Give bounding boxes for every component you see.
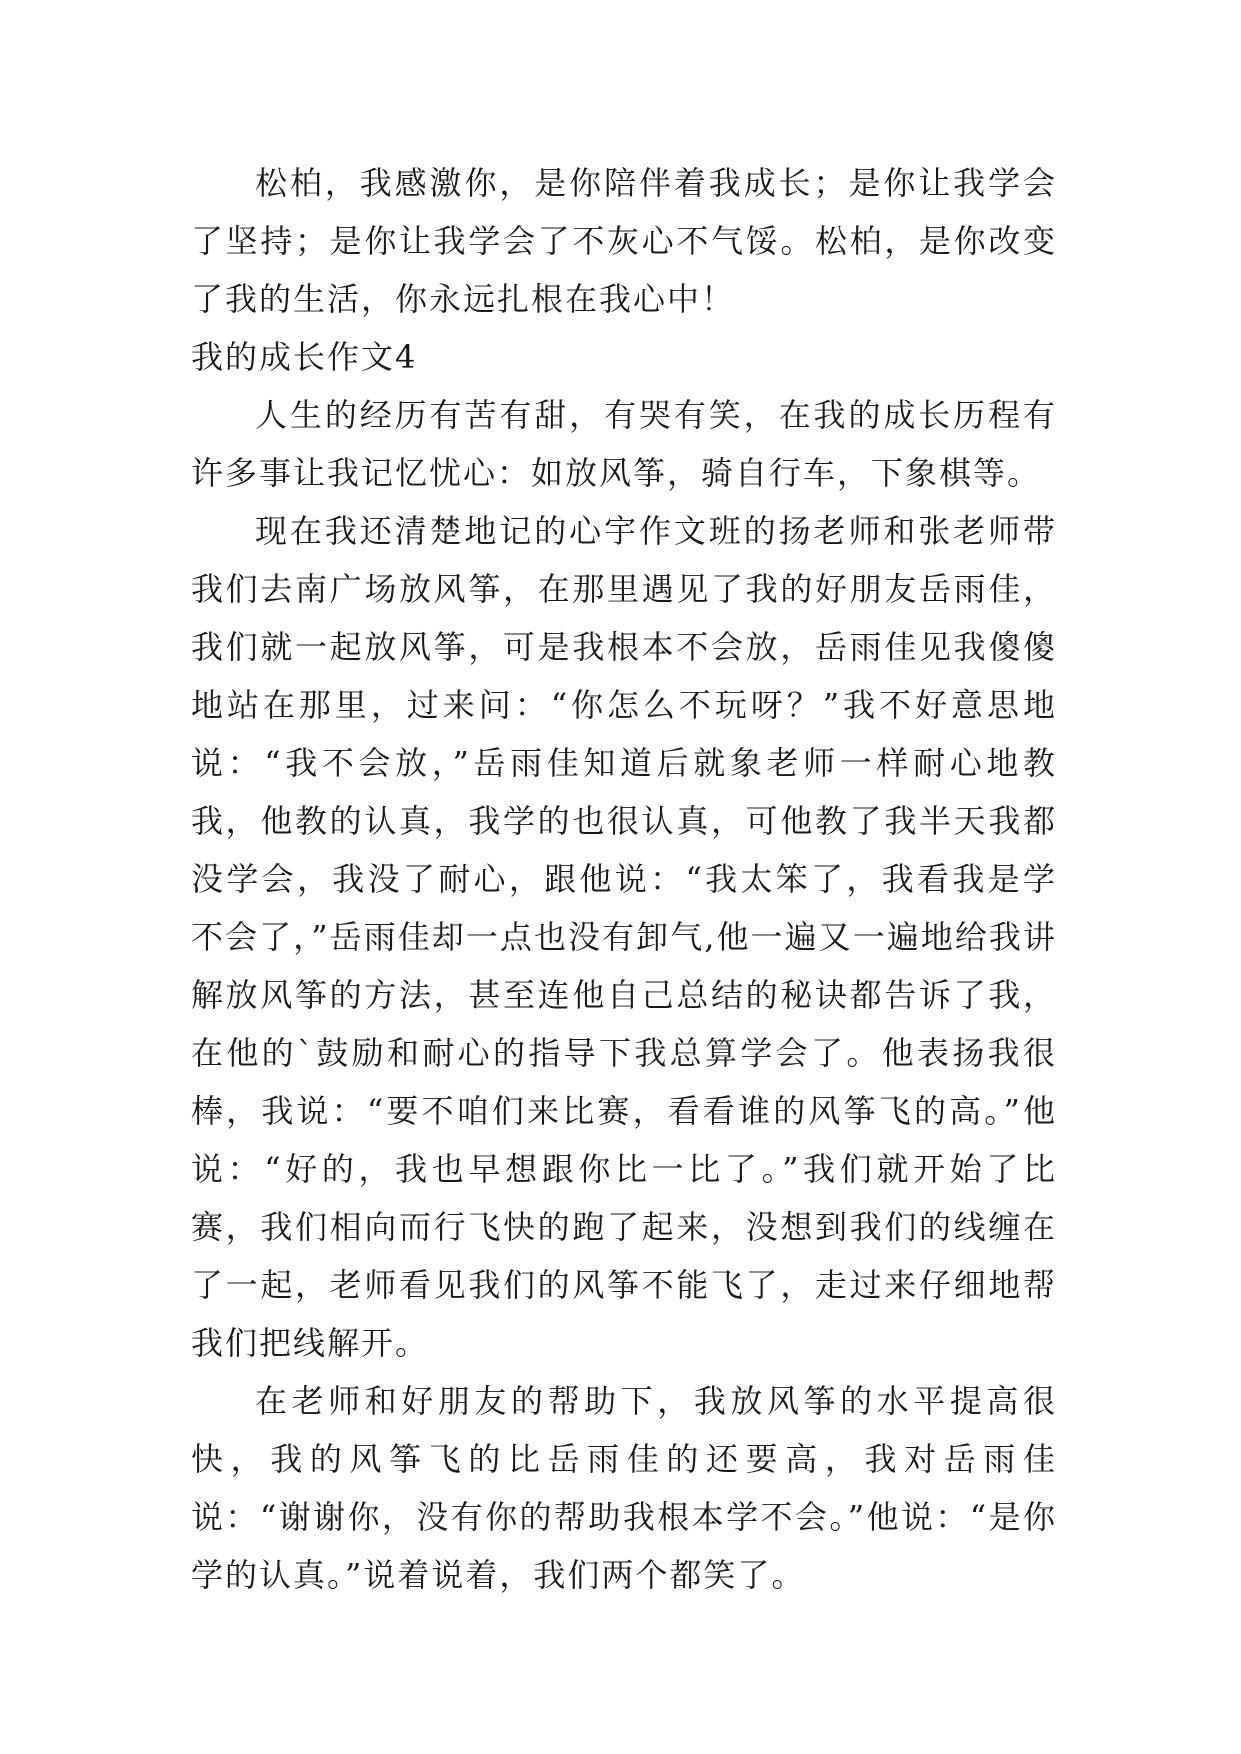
paragraph-2: 现在我还清楚地记的心宇作文班的扬老师和张老师带我们去南广场放风筝，在那里遇见了我的好朋友岳雨佳，我们就一起放风筝，可是我根本不会放，岳雨佳见我傻傻地站在那里，过来问：“你怎么不玩呀？”我不好意思地说：“我不会放，”岳雨佳知道后就象老师一样耐心地教我，他教的认真，我学的也很认真，可他教了我半天我都没学会，我没了耐心，跟他说：“我太笨了，我看我是学不会了，”岳雨佳却一点也没有卸气,他一遍又一遍地给我讲解放风筝的方法，甚至连他自己总结的秘诀都告诉了我，在他的`鼓励和耐心的指导下我总算学会了。他表扬我很棒，我说：“要不咱们来比赛，看看谁的风筝飞的高。”他说：“好的，我也早想跟你比一比了。”我们就开始了比赛，我们相向而行飞快的跑了起来，没想到我们的线缠在了一起，老师看见我们的风筝不能飞了，走过来仔细地帮我们把线解开。 [191,512,1057,1362]
paragraph-1: 人生的经历有苦有甜，有哭有笑，在我的成长历程有许多事让我记忆忧心：如放风筝，骑自行车，下象棋等。 [191,396,1057,492]
section-heading: 我的成长作文4 [191,338,418,376]
document-body [191,154,1057,1604]
paragraph-3: 在老师和好朋友的帮助下，我放风筝的水平提高很快，我的风筝飞的比岳雨佳的还要高，我对岳雨佳说：“谢谢你，没有你的帮助我根本学不会。”他说：“是你学的认真。”说着说着，我们两个都笑了。 [191,1382,1057,1594]
paragraph-intro: 松柏，我感激你，是你陪伴着我成长；是你让我学会了坚持；是你让我学会了不灰心不气馁。松柏，是你改变了我的生活，你永远扎根在我心中！ [191,164,1057,318]
